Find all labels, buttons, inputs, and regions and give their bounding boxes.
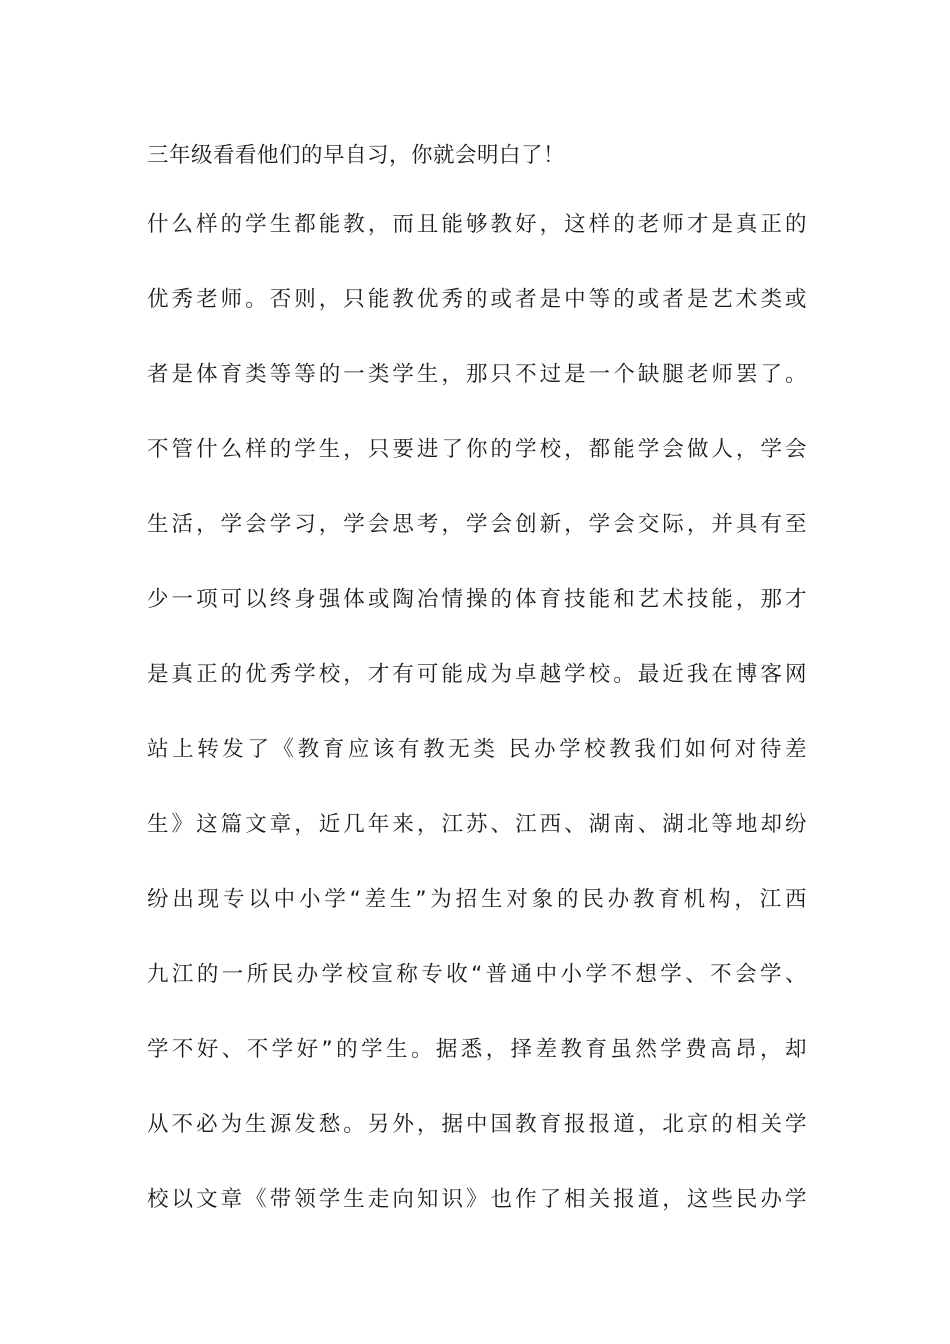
text-line: 生活，学会学习，学会思考，学会创新，学会交际，并具有至 [147,512,807,537]
text-line: 生》这篇文章，近几年来，江苏、江西、湖南、湖北等地却纷 [147,812,807,837]
text-line: 少一项可以终身强体或陶冶情操的体育技能和艺术技能，那才 [147,587,807,612]
text-line: 学不好、不学好”的学生。据悉，择差教育虽然学费高昂，却 [147,1037,807,1062]
text-line: 优秀老师。否则，只能教优秀的或者是中等的或者是艺术类或 [147,287,807,312]
text-line: 不管什么样的学生，只要进了你的学校，都能学会做人，学会 [147,437,807,462]
text-line: 站上转发了《教育应该有教无类 民办学校教我们如何对待差 [147,737,807,762]
text-line: 从不必为生源发愁。另外，据中国教育报报道，北京的相关学 [147,1112,807,1137]
text-line: 什么样的学生都能教，而且能够教好，这样的老师才是真正的 [147,212,807,237]
text-line: 三年级看看他们的早自习，你就会明白了！ [147,143,566,168]
text-line: 校以文章《带领学生走向知识》也作了相关报道，这些民办学 [147,1187,807,1212]
text-line: 九江的一所民办学校宣称专收“普通中小学不想学、不会学、 [147,962,807,987]
text-line: 者是体育类等等的一类学生，那只不过是一个缺腿老师罢了。 [147,362,807,387]
text-line: 是真正的优秀学校，才有可能成为卓越学校。最近我在博客网 [147,662,807,687]
text-line: 纷出现专以中小学“差生”为招生对象的民办教育机构，江西 [147,887,807,912]
